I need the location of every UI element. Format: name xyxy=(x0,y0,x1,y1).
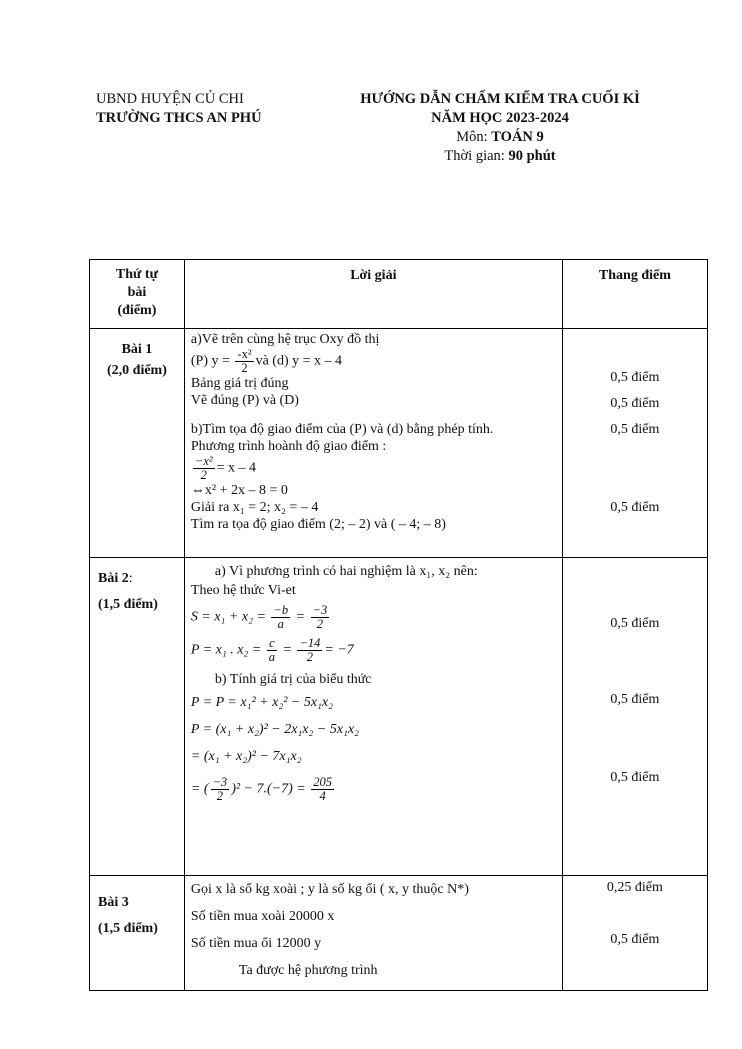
bai2-label xyxy=(90,558,185,876)
header-right xyxy=(330,90,670,166)
bai2-solution xyxy=(184,558,562,876)
col-header-score: Thang điểm xyxy=(562,260,707,329)
bai2-title-text: Bài 2 xyxy=(98,571,129,586)
subject-line xyxy=(330,128,670,147)
bai2-line: P = P = x₁² + x₂² − 5x₁x₂ xyxy=(190,695,333,710)
score: 0,5 điểm xyxy=(610,616,660,631)
fraction xyxy=(193,455,215,482)
bai3-solution xyxy=(184,876,562,991)
denominator: 2 xyxy=(241,361,248,375)
bai2-points: (1,5 điểm) xyxy=(98,597,158,612)
school-year: NĂM HỌC 2023-2024 xyxy=(431,110,569,126)
numerator: −b xyxy=(273,603,289,617)
text-run: P = x₁ . x₂ = xyxy=(190,642,265,658)
bai2-line: a) Vì phương trình có hai nghiệm là x₁, x₂ nên: xyxy=(214,564,478,579)
col-header-order-text: Thứ tự bài (điểm) xyxy=(115,267,158,318)
subject-value: TOÁN 9 xyxy=(491,129,544,145)
bai1-line: b)Tìm tọa độ giao điểm của (P) và (d) bằng phép tính. xyxy=(190,422,494,437)
bai1-line xyxy=(191,348,556,375)
denominator: a xyxy=(268,650,275,664)
numerator: −3 xyxy=(212,775,228,789)
bai2-line: P = x₁ . x₂ = $\frac{c}{a}$ = $\frac{-14}{2}$ = −7 xyxy=(190,636,354,664)
bai2-line: = (x₁ + x₂)² − 7x₁x₂ xyxy=(190,749,302,764)
duration-line xyxy=(330,147,670,166)
header-left xyxy=(96,90,262,128)
bai2-line: b) Tính giá trị của biểu thức xyxy=(214,672,372,687)
table-header-row xyxy=(90,260,708,329)
district-name: UBND HUYỆN CỦ CHI xyxy=(96,91,244,107)
fraction xyxy=(271,604,290,631)
doc-title: HƯỚNG DẪN CHẤM KIỂM TRA CUỐI KÌ xyxy=(360,91,640,107)
bai1-line xyxy=(191,455,556,482)
text-run: )² − 7.(−7) = xyxy=(231,781,310,797)
score: 0,5 điểm xyxy=(610,396,660,411)
fraction xyxy=(297,637,322,664)
bai2-line: Theo hệ thức Vi-et xyxy=(190,583,296,598)
text-run: = −7 xyxy=(324,642,354,658)
bai1-label xyxy=(90,329,185,558)
numerator: 205 xyxy=(313,775,332,789)
bai3-label xyxy=(90,876,185,991)
text-run: = x – 4 xyxy=(216,460,257,476)
bai1-line: Giải ra x₁ = 2; x₂ = – 4 xyxy=(190,500,319,515)
bai3-line: Số tiền mua xoài 20000 x xyxy=(190,909,335,924)
score: 0,5 điểm xyxy=(610,692,660,707)
bai3-scores xyxy=(562,876,707,991)
bai2-line: S = x₁ + x₂ = $\frac{-b}{a}$ = $\frac{-3}{2}$ xyxy=(190,603,328,631)
bai3-points: (1,5 điểm) xyxy=(98,921,158,936)
fraction xyxy=(267,637,277,664)
bai1-line: a)Vẽ trên cùng hệ trục Oxy đồ thị xyxy=(190,332,380,347)
fraction xyxy=(311,604,330,631)
score: 0,5 điểm xyxy=(610,422,660,437)
text-run: và (d) y = x – 4 xyxy=(255,353,343,369)
denominator: a xyxy=(277,617,284,631)
score: 0,5 điểm xyxy=(610,770,660,785)
numerator: -x² xyxy=(237,347,252,361)
bai1-line: Vẽ đúng (P) và (D) xyxy=(190,393,299,408)
numerator: c xyxy=(267,637,277,651)
bai3-title: Bài 3 xyxy=(98,895,129,910)
numerator: −3 xyxy=(312,603,328,617)
denominator: 2 xyxy=(316,617,324,631)
bai1-solution xyxy=(184,329,562,558)
grading-table xyxy=(89,259,708,991)
score: 0,5 điểm xyxy=(610,932,660,947)
numerator: −x² xyxy=(194,454,213,468)
denominator: 2 xyxy=(306,650,314,664)
bai2-colon: : xyxy=(128,571,133,586)
subject-label: Môn: xyxy=(456,129,492,145)
denominator: 4 xyxy=(319,789,326,803)
bai3-line: Ta được hệ phương trình xyxy=(238,963,378,978)
bai1-scores xyxy=(562,329,707,558)
bai1-line: Phương trình hoành độ giao điểm : xyxy=(190,439,387,454)
bai1-line: ⇔x² + 2x – 8 = 0 xyxy=(190,483,288,498)
denominator: 2 xyxy=(200,468,207,482)
numerator: −14 xyxy=(299,636,321,650)
bai1-points: (2,0 điểm) xyxy=(107,363,167,378)
table-row-bai2 xyxy=(90,558,708,876)
denominator: 2 xyxy=(216,789,223,803)
score: 0,5 điểm xyxy=(610,370,660,385)
bai2-title xyxy=(98,566,183,592)
bai1-title: Bài 1 xyxy=(121,342,153,357)
score: 0,5 điểm xyxy=(610,500,660,515)
bai3-line: Số tiền mua ổi 12000 y xyxy=(190,936,322,951)
fraction xyxy=(235,348,253,375)
spacer xyxy=(191,409,556,421)
table-row-bai1 xyxy=(90,329,708,558)
text-run: (P) y = xyxy=(190,353,234,369)
bai1-line: Tìm ra tọa độ giao điểm (2; – 2) và ( – 4; – 8) xyxy=(190,517,446,532)
col-header-solution: Lời giải xyxy=(184,260,562,329)
text-run: = ( xyxy=(190,781,209,797)
table-row-bai3 xyxy=(90,876,708,991)
col-header-order xyxy=(90,260,185,329)
fraction xyxy=(211,776,230,803)
duration-label: Thời gian: xyxy=(444,148,509,164)
bai2-line xyxy=(191,776,556,803)
score: 0,25 điểm xyxy=(606,880,663,895)
duration-value: 90 phút xyxy=(508,148,556,164)
bai2-line: P = (x₁ + x₂)² − 2x₁x₂ − 5x₁x₂ xyxy=(190,722,359,737)
bai1-line: Bảng giá trị đúng xyxy=(190,376,289,391)
fraction xyxy=(311,776,334,803)
school-name: TRƯỜNG THCS AN PHÚ xyxy=(96,110,262,126)
bai3-line: Gọi x là số kg xoài ; y là số kg ổi ( x, y thuộc N*) xyxy=(190,882,469,897)
bai2-scores xyxy=(562,558,707,876)
text-run: S = x₁ + x₂ = xyxy=(190,609,270,625)
